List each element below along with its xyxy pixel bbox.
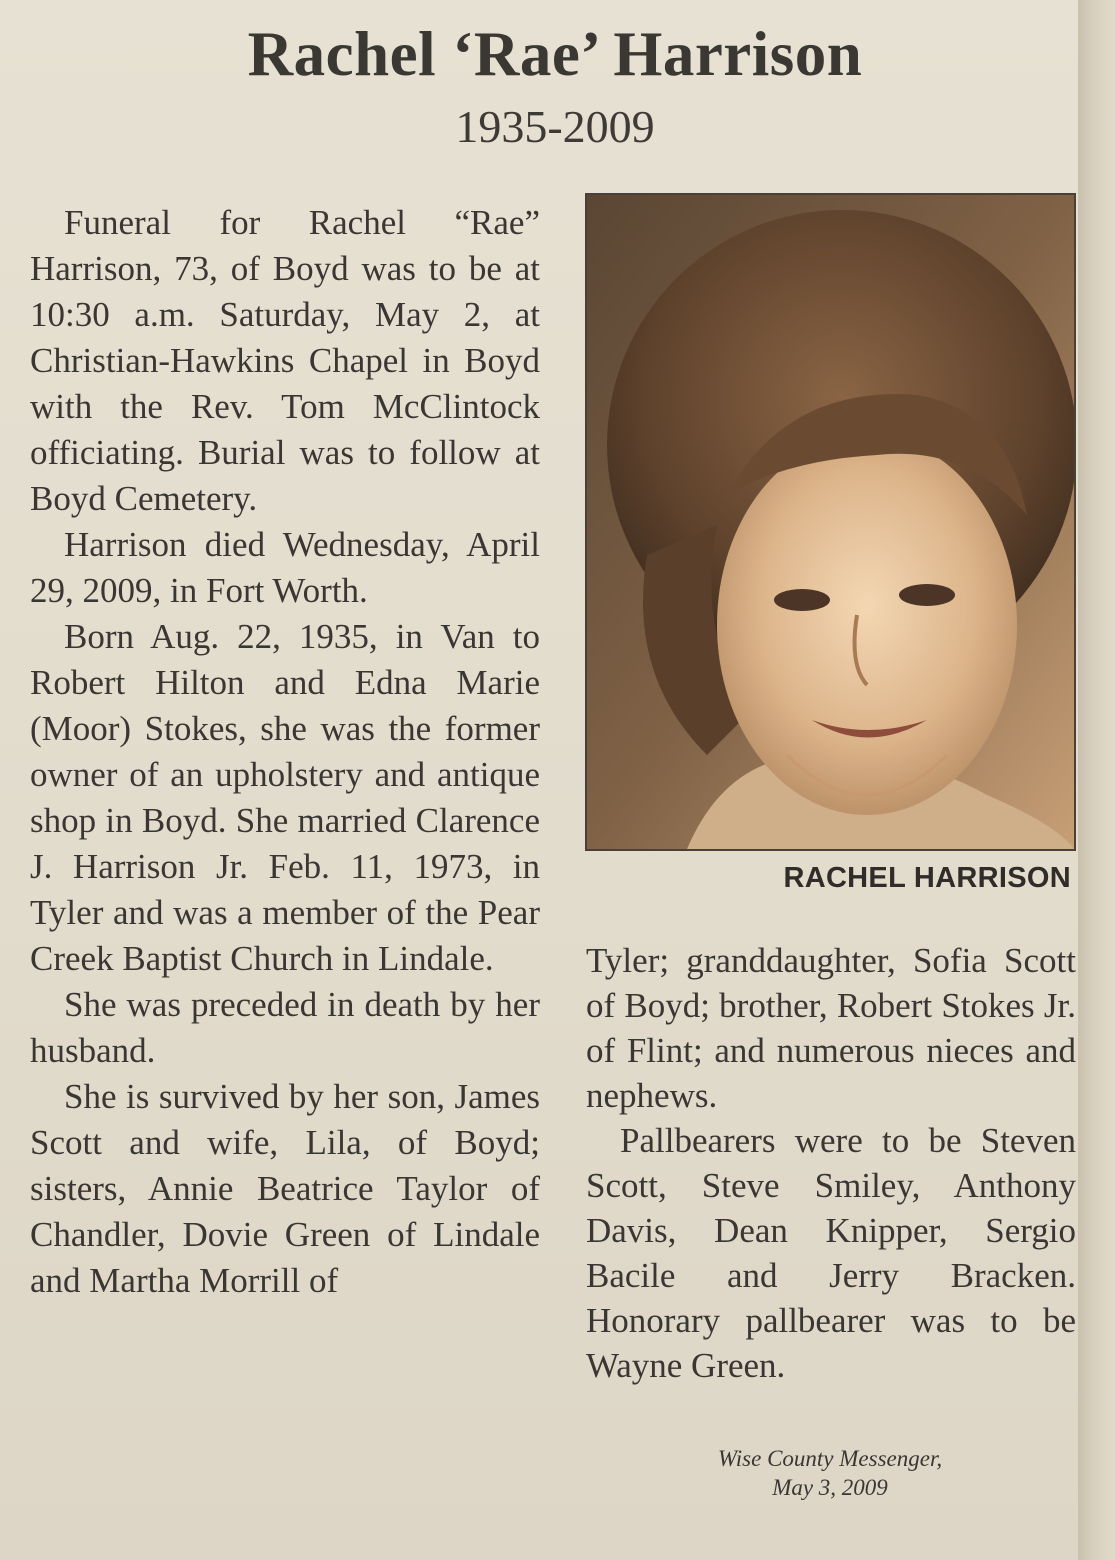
- obituary-headline: Rachel ‘Rae’ Harrison: [247, 19, 863, 89]
- portrait-illustration: [587, 195, 1074, 849]
- paragraph-preceded: She was preceded in death by her husband.: [30, 985, 540, 1070]
- life-years: 1935-2009: [455, 101, 655, 152]
- paragraph-death: Harrison died Wednesday, April 29, 2009, in Fort Worth.: [30, 525, 540, 610]
- photo-caption: RACHEL HARRISON: [783, 862, 1071, 894]
- paragraph-pallbearers: Pallbearers were to be Steven Scott, Steve Smiley, Anthony Davis, Dean Knipper, Sergio Bacile and Jerry Bracken. Honorary pallbearer was to be Wayne Green.: [586, 1121, 1076, 1385]
- left-column: [30, 200, 540, 1304]
- source-credit: [640, 1444, 1020, 1502]
- paragraph-funeral: Funeral for Rachel “Rae” Harrison, 73, of Boyd was to be at 10:30 a.m. Saturday, May 2, at Christian-Hawkins Chapel in Boyd with the Rev. Tom McClintock officiating. Burial was to follow at Boyd Cemetery.: [30, 203, 540, 518]
- right-column: [586, 938, 1076, 1388]
- paragraph-biography: Born Aug. 22, 1935, in Van to Robert Hilton and Edna Marie (Moor) Stokes, she was the former owner of an upholstery and antique shop in Boyd. She married Clarence J. Harrison Jr. Feb. 11, 1973, in Tyler and was a member of the Pear Creek Baptist Church in Lindale.: [30, 617, 540, 978]
- paragraph-survivors: She is survived by her son, James Scott and wife, Lila, of Boyd; sisters, Annie Beatrice Taylor of Chandler, Dovie Green of Lindale and Martha Morrill of: [30, 1077, 540, 1300]
- paragraph-survivors-continued: Tyler; granddaughter, Sofia Scott of Boyd; brother, Robert Stokes Jr. of Flint; and numerous nieces and nephews.: [586, 941, 1076, 1115]
- publication-name: Wise County Messenger,: [717, 1446, 943, 1471]
- clipping-edge: [1078, 0, 1115, 1560]
- portrait-photo-icon: [585, 193, 1076, 851]
- publication-date: May 3, 2009: [772, 1475, 888, 1500]
